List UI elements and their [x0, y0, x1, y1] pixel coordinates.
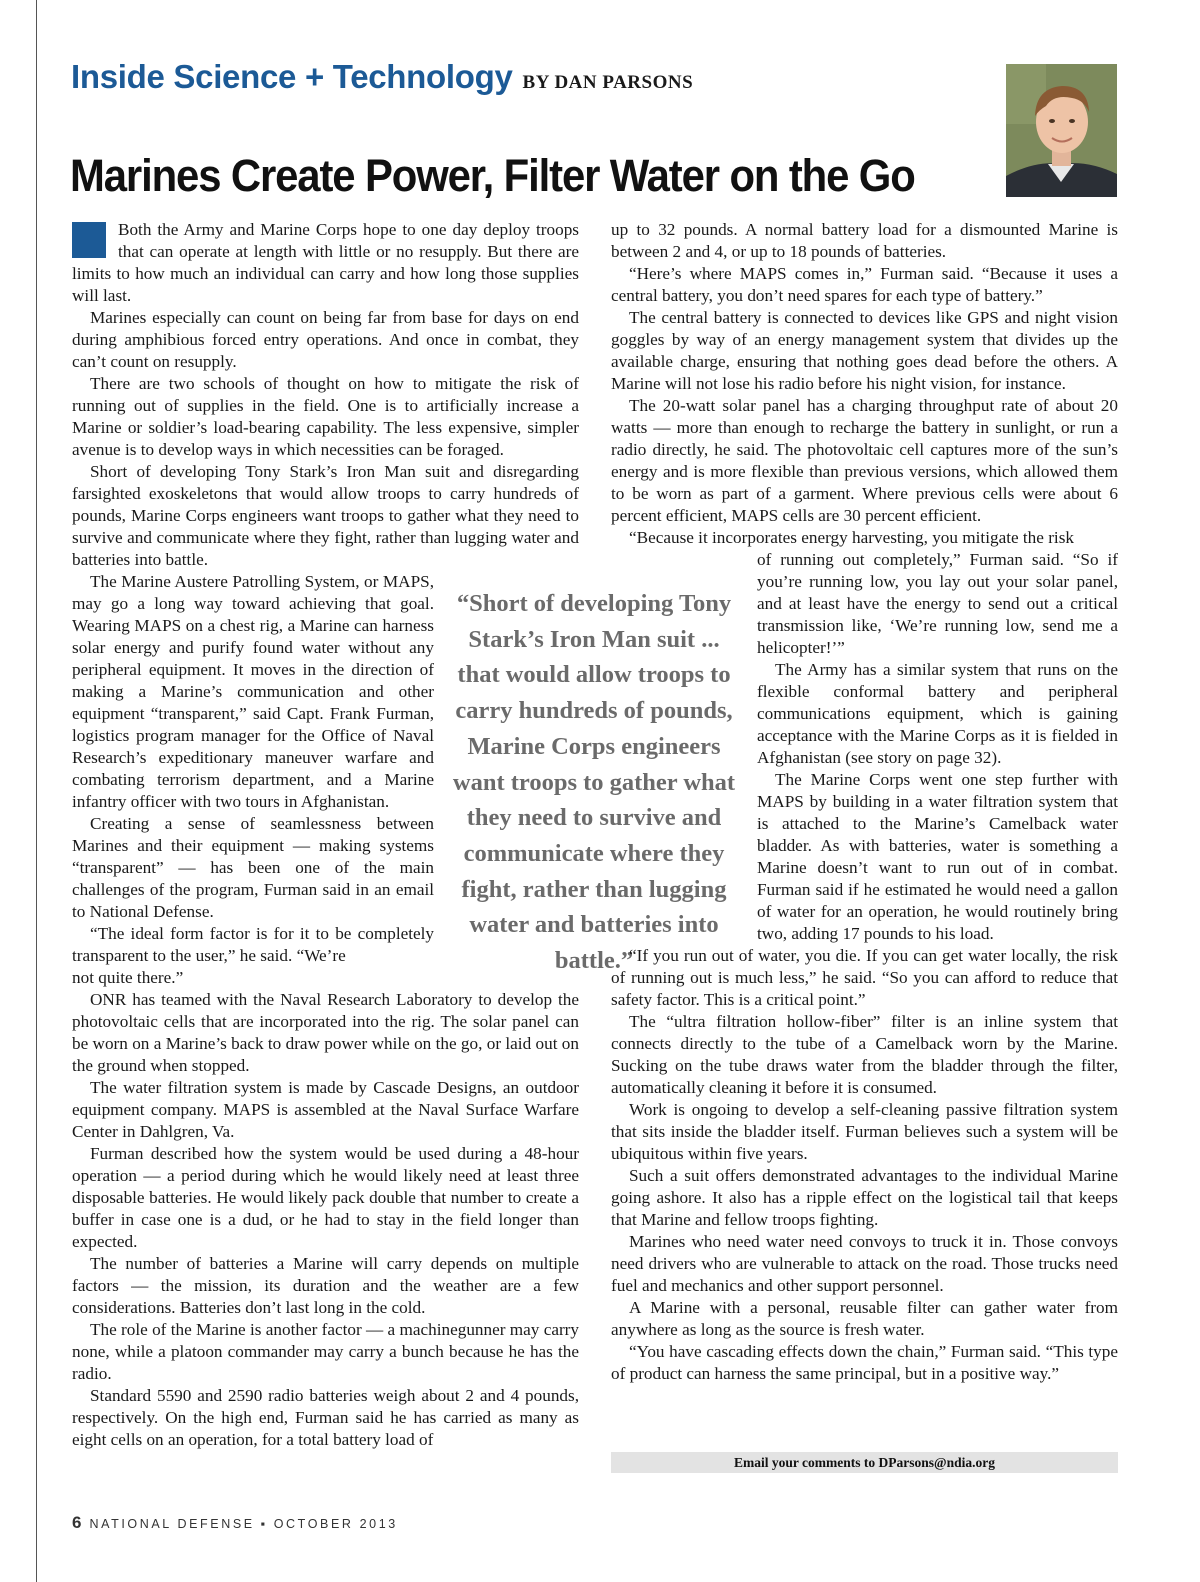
- publication-name: NATIONAL DEFENSE: [89, 1517, 255, 1531]
- paragraph: The Marine Austere Patrolling System, or MAPS, may go a long way toward achieving that goal. Wearing MAPS on a chest rig, a Marine can harness solar energy and purify found water without any peripheral equipment. It moves in the direction of making a Marine’s communication and other equipment “transparent,” said Capt. Frank Furman, logistics program manager for the Office of Naval Research’s expeditionary maneuver warfare and combating terrorism department, and a Marine infantry officer with two tours in Afghanistan.: [72, 572, 434, 811]
- byline: BY DAN PARSONS: [522, 72, 694, 93]
- section-title: Inside Science + Technology: [71, 58, 513, 95]
- page-footer: [72, 1513, 398, 1533]
- page-edge-rule: [36, 0, 37, 1582]
- paragraph-lead: [72, 219, 579, 307]
- paragraph: Standard 5590 and 2590 radio batteries weigh about 2 and 4 pounds, respectively. On the high end, Furman said he has carried as many as eight cells on an operation, for a total battery load of: [72, 1386, 579, 1449]
- paragraph: The number of batteries a Marine will carry depends on multiple factors — the mission, its duration and the weather are a few considerations. Batteries don’t last long in the cold.: [72, 1254, 579, 1317]
- paragraph: Such a suit offers demonstrated advantages to the individual Marine going ashore. It also has a ripple effect on the logistical tail that keeps that Marine and fellow troops fighting.: [611, 1166, 1118, 1229]
- paragraph-continued: up to 32 pounds. A normal battery load for a dismounted Marine is between 2 and 4, or up to 18 pounds of batteries.: [611, 220, 1118, 261]
- paragraph-continued: of running out completely,” Furman said. “So if you’re running low, you lay out your solar panel, and at least have the energy to send out a critical transmission like, ‘We’re running low, send me a helicopter!’”: [757, 550, 1118, 657]
- paragraph: There are two schools of thought on how to mitigate the risk of running out of supplies in the field. One is to artificially increase a Marine or soldier’s load-bearing capability. The less expensive, simpler avenue is to develop ways in which necessities can be foraged.: [72, 374, 579, 459]
- paragraph-lead-text: Both the Army and Marine Corps hope to one day deploy troops that can operate at length with little or no resupply. But there are limits to how much an individual can carry and how long those supplies will last.: [72, 220, 579, 305]
- paragraph-continued: not quite there.”: [72, 968, 184, 987]
- paragraph: Marines who need water need convoys to truck it in. Those convoys need drivers who are vulnerable to attack on the road. Those trucks need fuel and mechanics and other support personnel.: [611, 1232, 1118, 1295]
- paragraph: Furman described how the system would be used during a 48-hour operation — a period during which he would likely need at least three disposable batteries. He would likely pack double that number to create a buffer in case one is a dud, or he had to stay in the field longer than expected.: [72, 1144, 579, 1251]
- issue-date: OCTOBER 2013: [273, 1517, 398, 1531]
- paragraph: ONR has teamed with the Naval Research Laboratory to develop the photovoltaic cells that are incorporated into the rig. The solar panel can be worn on a Marine’s back to draw power while on the go, or laid out on the ground when stopped.: [72, 990, 579, 1075]
- paragraph: Short of developing Tony Stark’s Iron Man suit and disregarding farsighted exoskeletons that would allow troops to carry hundreds of pounds, Marine Corps engineers want troops to gather what they need to survive and communicate where they fight, rather than lugging water and batteries into battle.: [72, 462, 579, 569]
- pull-quote-wrap-area: [72, 571, 434, 967]
- footer-separator-icon: ▪: [260, 1517, 268, 1531]
- paragraph: “The ideal form factor is for it to be completely transparent to the user,” he said. “We’re: [72, 924, 434, 965]
- portrait-svg: [1006, 64, 1117, 197]
- paragraph: A Marine with a personal, reusable filter can gather water from anywhere as long as the source is fresh water.: [611, 1298, 1118, 1339]
- email-comments-bar: [611, 1452, 1118, 1473]
- page-number: 6: [72, 1513, 82, 1532]
- paragraph: The water filtration system is made by Cascade Designs, an outdoor equipment company. MAPS is assembled at the Naval Surface Warfare Center in Dahlgren, Va.: [72, 1078, 579, 1141]
- author-portrait-icon: [1006, 64, 1117, 197]
- paragraph: The role of the Marine is another factor — a machinegunner may carry none, while a platoon commander may carry a bunch because he has the radio.: [72, 1320, 579, 1383]
- paragraph: Marines especially can count on being far from base for days on end during amphibious forced entry operations. And once in combat, they can’t count on resupply.: [72, 308, 579, 371]
- pull-quote-wrap-area: [757, 549, 1118, 945]
- section-header: [71, 58, 693, 96]
- paragraph: “Because it incorporates energy harvesting, you mitigate the risk: [629, 528, 1074, 547]
- email-prefix: Email your comments to: [734, 1455, 879, 1470]
- paragraph: Work is ongoing to develop a self-cleaning passive filtration system that sits inside the bladder itself. Furman believes such a system will be ubiquitous within five years.: [611, 1100, 1118, 1163]
- email-address-link[interactable]: DParsons@ndia.org: [878, 1455, 995, 1470]
- drop-cap-box: [72, 222, 106, 258]
- paragraph: Creating a sense of seamlessness between Marines and their equipment — making systems “transparent” — has been one of the main challenges of the program, Furman said in an email to National Defense.: [72, 814, 434, 921]
- paragraph: The Army has a similar system that runs on the flexible conformal battery and peripheral communications equipment, which is gaining acceptance with the Marine Corps as it is fielded in Afghanistan (see story on page 32).: [757, 660, 1118, 767]
- article-column-right: [611, 219, 1118, 1385]
- paragraph: The 20-watt solar panel has a charging throughput rate of about 20 watts — more than enough to recharge the battery in sunlight, or run a radio directly, he said. The photovoltaic cell captures more of the sun’s energy and is more flexible than previous versions, which allowed them to be worn as part of a garment. Where previous cells were about 6 percent efficient, MAPS cells are 30 percent efficient.: [611, 396, 1118, 525]
- article-headline: Marines Create Power, Filter Water on the Go: [70, 150, 915, 201]
- paragraph: “Here’s where MAPS comes in,” Furman said. “Because it uses a central battery, you don’t need spares for each type of battery.”: [611, 264, 1118, 305]
- paragraph: “If you run out of water, you die. If you can get water locally, the risk of running out is much less,” he said. “So you can afford to reduce that safety factor. This is a critical point.”: [611, 946, 1118, 1009]
- paragraph: “You have cascading effects down the chain,” Furman said. “This type of product can harness the same principal, but in a positive way.”: [611, 1342, 1118, 1383]
- paragraph: The central battery is connected to devices like GPS and night vision goggles by way of an energy management system that divides up the available charge, ensuring that nothing goes dead before the others. A Marine will not lose his radio before his night vision, for instance.: [611, 308, 1118, 393]
- paragraph: The Marine Corps went one step further with MAPS by building in a water filtration system that is attached to the Marine’s Camelback water bladder. As with batteries, water is something a Marine doesn’t want to run out of in combat. Furman said if he estimated he would need a gallon of water for an operation, he would routinely bring two, adding 17 pounds to his load.: [757, 770, 1118, 943]
- paragraph: The “ultra filtration hollow-fiber” filter is an inline system that connects directly to the tube of a Camelback worn by the Marine. Sucking on the tube draws water from the bladder through the filter, automatically cleaning it before it is consumed.: [611, 1012, 1118, 1097]
- pull-quote: “Short of developing Tony Stark’s Iron Man suit ... that would allow troops to carry hundreds of pounds, Marine Corps engineers want troops to gather what they need to survive and communicate where they fight, rather than lugging water and batteries into battle.”: [452, 590, 736, 975]
